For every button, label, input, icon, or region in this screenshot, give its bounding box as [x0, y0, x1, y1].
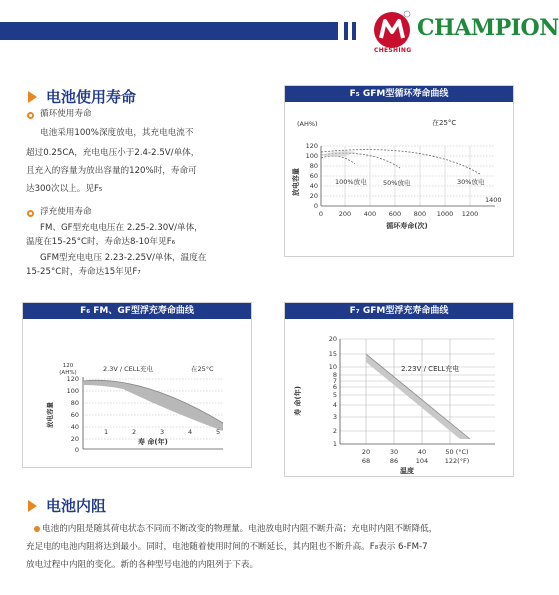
bullet-icon [34, 526, 40, 532]
f5-xlabel: 循环寿命(次) [386, 222, 428, 230]
f7-ytick: 15 [328, 350, 337, 358]
logo-caption: CHESHING [374, 47, 412, 54]
f7-ytick: 4 [332, 401, 337, 409]
chart-f7-title: F₇ GFM型浮充寿命曲线 [285, 303, 513, 319]
f6-xtick: 5 [216, 428, 221, 436]
f6-ytick: 0 [74, 446, 79, 454]
f7-ytick: 10 [328, 363, 337, 371]
f6-ytick: 120 [66, 375, 79, 383]
f6-unit: (AH%) [59, 370, 77, 376]
float-line: GFM型充电电压 2.23-2.25V/单体，温度在 [40, 253, 207, 263]
f6-ytick: 80 [70, 399, 79, 407]
f6-xticks [104, 428, 244, 438]
cycle-line: 且充入的容量为放出容量的120%时，寿命可 [26, 166, 197, 176]
f7-xtick-c: 50 (°C) [445, 448, 469, 456]
f5-temp: 在25°C [432, 119, 457, 127]
f7-ytick: 5 [332, 391, 337, 399]
f7-ytick: 6 [332, 383, 337, 391]
f5-curve-label: 100%放电 [335, 178, 367, 186]
f6-legend: 2.3V / CELL充电 [103, 365, 153, 373]
f6-xlabel: 寿 命(年) [138, 438, 168, 446]
section-title-resistance: 电池内阻 [46, 497, 107, 515]
f6-ytick: 60 [70, 411, 79, 419]
f6-xtick: 4 [188, 428, 193, 436]
f7-xtick-c: 40 [417, 448, 427, 456]
f5-xtick: 400 [363, 210, 377, 218]
section-marker-icon [28, 500, 37, 512]
f5-xtick: 600 [388, 210, 402, 218]
resistance-line: 充足电的电池内阻将达到最小。同时，电池随着使用时间的不断延长，其内阻也不断升高。F₈表示 6-FM-7 [26, 542, 428, 552]
f5-extra-tick: 1400 [485, 196, 502, 204]
f7-xlabel: 温度 [400, 467, 414, 475]
section-marker-icon [28, 91, 37, 103]
champion-logo-icon [372, 10, 412, 50]
chart-f6-title: F₆ FM、GF型浮充寿命曲线 [23, 303, 251, 319]
float-heading: 浮充使用寿命 [40, 207, 92, 217]
section-title-life: 电池使用寿命 [46, 88, 137, 106]
f6-ytick: 20 [70, 435, 79, 443]
f6-ylabel: 放电容量 [46, 402, 54, 428]
chart-f7 [284, 302, 514, 477]
f6-xtick: 3 [160, 428, 165, 436]
f7-xtick-f: 122(°F) [444, 457, 470, 465]
f5-xtick: 1200 [461, 210, 479, 218]
f6-ytop: 120 [62, 363, 74, 369]
f7-ylabel: 寿 命(年) [294, 386, 302, 416]
f6-ytick: 40 [70, 423, 79, 431]
f5-ylabel: 放电容量 [292, 168, 300, 196]
f7-ytick: 20 [328, 335, 337, 343]
brand-name: CHAMPION [417, 15, 559, 41]
resistance-paragraph [26, 520, 526, 574]
f7-ytick: 8 [332, 371, 337, 379]
f7-ytick: 2 [332, 427, 337, 435]
resistance-line: 电池的内阻是随其荷电状态不同而不断改变的物理量。电池放电时内阻不断升高；充电时内阻不断降低， [42, 524, 438, 534]
f6-xtick: 2 [132, 428, 137, 436]
f7-xtick-f: 86 [389, 457, 399, 465]
float-line: 温度在15-25°C时，寿命达8-10年见F₆ [26, 237, 176, 247]
cycle-line: 超过0.25CA，充电电压小于2.4-2.5V/单体， [26, 148, 200, 158]
f7-xtick-f: 68 [361, 457, 371, 465]
f5-ytick: 20 [309, 192, 318, 200]
f5-xtick: 0 [318, 210, 324, 218]
f5-ytick: 80 [309, 162, 318, 170]
bullet-icon [27, 210, 34, 217]
f6-xtick: 1 [104, 428, 109, 436]
header-bar [0, 22, 338, 40]
f5-ytick: 60 [309, 172, 318, 180]
f5-ytick: 120 [305, 142, 318, 150]
f7-xtick-c: 20 [361, 448, 371, 456]
float-line: FM、GF型充电电压在 2.25-2.30V/单体， [40, 223, 203, 233]
chart-f5-title: F₅ GFM型循环寿命曲线 [285, 86, 513, 102]
f7-xtick-f: 104 [415, 457, 429, 465]
f5-xtick: 1000 [436, 210, 454, 218]
cycle-heading: 循环使用寿命 [40, 109, 92, 119]
chart-f6-svg [23, 319, 251, 467]
header-divider [344, 22, 348, 40]
f7-ytick: 1 [332, 440, 337, 448]
f5-xtick: 200 [338, 210, 352, 218]
f5-unit: (AH%) [297, 120, 318, 128]
float-line: 15-25°C时，寿命达15年见F₇ [26, 267, 141, 277]
f5-ytick: 100 [305, 152, 318, 160]
f5-curve-label: 50%放电 [383, 179, 411, 187]
chart-f5-svg [285, 102, 513, 256]
chart-f5 [284, 85, 514, 257]
f6-ytick: 100 [66, 387, 79, 395]
f5-xtick: 800 [413, 210, 427, 218]
f7-xtick-c: 30 [389, 448, 399, 456]
f7-ytick: 7 [332, 377, 337, 385]
header-divider [352, 22, 356, 40]
f5-ytick: 0 [313, 202, 318, 210]
cycle-line: 电池采用100%深度放电，其充电电流不 [40, 128, 194, 138]
cycle-line: 达300次以上。见F₅ [26, 184, 103, 194]
chart-f6 [22, 302, 252, 468]
f6-temp: 在25°C [191, 365, 214, 373]
resistance-line: 放电过程中内阻的变化。新的各种型号电池的内阻列于下表。 [26, 560, 259, 570]
f5-ytick: 40 [309, 182, 318, 190]
f7-ytick: 3 [332, 413, 337, 421]
bullet-icon [27, 112, 34, 119]
f5-curve-label: 30%放电 [457, 178, 485, 186]
chart-f7-svg [285, 319, 513, 476]
f7-legend: 2.23V / CELL充电 [401, 365, 460, 373]
